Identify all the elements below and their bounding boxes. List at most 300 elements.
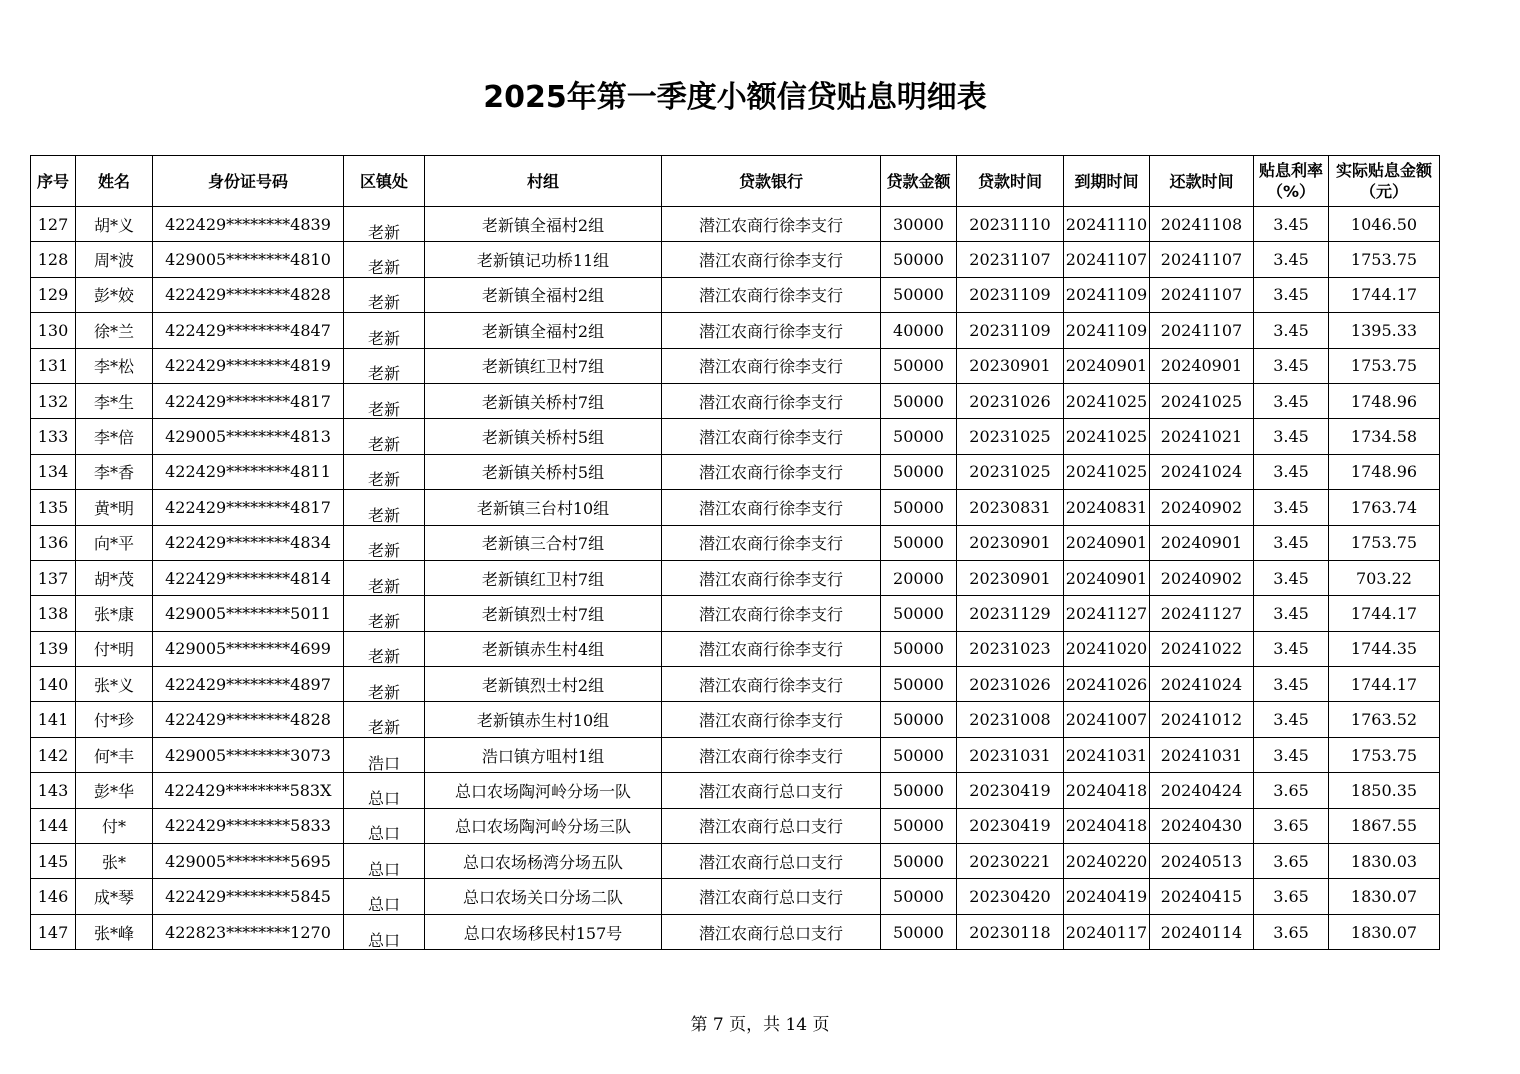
table-row bbox=[31, 737, 1440, 772]
cell-subsidy: 1734.58 bbox=[1329, 419, 1440, 454]
cell-index: 128 bbox=[31, 242, 76, 277]
cell-village: 老新镇全福村2组 bbox=[425, 207, 662, 242]
cell-index: 134 bbox=[31, 454, 76, 489]
town-label: 老新 bbox=[367, 435, 400, 455]
cell-loan-date: 20230901 bbox=[957, 560, 1064, 595]
cell-subsidy: 703.22 bbox=[1329, 560, 1440, 595]
town-label: 老新 bbox=[367, 505, 400, 525]
col-header-index: 序号 bbox=[31, 156, 76, 207]
cell-bank: 潜江农商行徐李支行 bbox=[662, 631, 881, 666]
cell-village: 总口农场关口分场二队 bbox=[425, 879, 662, 914]
subsidy-table bbox=[30, 155, 1440, 950]
cell-name: 黄*明 bbox=[76, 490, 153, 525]
cell-id-number: 422429********5833 bbox=[153, 808, 344, 843]
cell-due-date: 20241109 bbox=[1064, 313, 1150, 348]
cell-bank: 潜江农商行徐李支行 bbox=[662, 383, 881, 418]
cell-index: 144 bbox=[31, 808, 76, 843]
town-label: 老新 bbox=[367, 470, 400, 490]
table-row bbox=[31, 525, 1440, 560]
col-header-id-number: 身份证号码 bbox=[153, 156, 344, 207]
cell-town bbox=[344, 490, 425, 525]
cell-bank: 潜江农商行总口支行 bbox=[662, 914, 881, 949]
cell-village: 老新镇三台村10组 bbox=[425, 490, 662, 525]
cell-index: 135 bbox=[31, 490, 76, 525]
cell-loan-date: 20231008 bbox=[957, 702, 1064, 737]
town-label: 老新 bbox=[367, 611, 400, 631]
cell-repay-date: 20241127 bbox=[1150, 596, 1254, 631]
cell-loan-date: 20231031 bbox=[957, 737, 1064, 772]
cell-name: 张*峰 bbox=[76, 914, 153, 949]
cell-bank: 潜江农商行徐李支行 bbox=[662, 737, 881, 772]
cell-loan-date: 20230420 bbox=[957, 879, 1064, 914]
cell-id-number: 422429********4828 bbox=[153, 702, 344, 737]
cell-amount: 50000 bbox=[881, 737, 957, 772]
town-label: 老新 bbox=[367, 399, 400, 419]
cell-village: 老新镇赤生村10组 bbox=[425, 702, 662, 737]
cell-id-number: 422823********1270 bbox=[153, 914, 344, 949]
cell-subsidy: 1046.50 bbox=[1329, 207, 1440, 242]
cell-repay-date: 20240901 bbox=[1150, 525, 1254, 560]
cell-loan-date: 20231109 bbox=[957, 277, 1064, 312]
cell-name: 彭*华 bbox=[76, 773, 153, 808]
cell-due-date: 20240418 bbox=[1064, 808, 1150, 843]
cell-name: 成*琴 bbox=[76, 879, 153, 914]
cell-bank: 潜江农商行总口支行 bbox=[662, 808, 881, 843]
cell-id-number: 422429********4817 bbox=[153, 383, 344, 418]
cell-subsidy: 1753.75 bbox=[1329, 525, 1440, 560]
cell-rate: 3.45 bbox=[1254, 454, 1329, 489]
cell-loan-date: 20231026 bbox=[957, 383, 1064, 418]
cell-village: 老新镇关桥村5组 bbox=[425, 454, 662, 489]
cell-repay-date: 20240415 bbox=[1150, 879, 1254, 914]
cell-village: 老新镇烈士村7组 bbox=[425, 596, 662, 631]
cell-due-date: 20241110 bbox=[1064, 207, 1150, 242]
cell-village: 老新镇赤生村4组 bbox=[425, 631, 662, 666]
cell-town bbox=[344, 313, 425, 348]
cell-index: 137 bbox=[31, 560, 76, 595]
cell-village: 总口农场陶河岭分场三队 bbox=[425, 808, 662, 843]
cell-amount: 50000 bbox=[881, 808, 957, 843]
cell-rate: 3.45 bbox=[1254, 242, 1329, 277]
cell-bank: 潜江农商行徐李支行 bbox=[662, 702, 881, 737]
cell-village: 浩口镇方咀村1组 bbox=[425, 737, 662, 772]
cell-loan-date: 20230901 bbox=[957, 525, 1064, 560]
cell-index: 127 bbox=[31, 207, 76, 242]
cell-due-date: 20240901 bbox=[1064, 560, 1150, 595]
table-row bbox=[31, 631, 1440, 666]
cell-rate: 3.45 bbox=[1254, 596, 1329, 631]
cell-subsidy: 1763.74 bbox=[1329, 490, 1440, 525]
town-label: 总口 bbox=[367, 788, 400, 808]
cell-subsidy: 1830.07 bbox=[1329, 879, 1440, 914]
cell-repay-date: 20240430 bbox=[1150, 808, 1254, 843]
cell-id-number: 422429********4834 bbox=[153, 525, 344, 560]
cell-bank: 潜江农商行徐李支行 bbox=[662, 313, 881, 348]
cell-town bbox=[344, 808, 425, 843]
cell-due-date: 20241025 bbox=[1064, 419, 1150, 454]
cell-due-date: 20240419 bbox=[1064, 879, 1150, 914]
table-row bbox=[31, 277, 1440, 312]
table-row bbox=[31, 879, 1440, 914]
cell-town bbox=[344, 560, 425, 595]
cell-id-number: 429005********4699 bbox=[153, 631, 344, 666]
cell-rate: 3.45 bbox=[1254, 383, 1329, 418]
table-row bbox=[31, 207, 1440, 242]
cell-town bbox=[344, 631, 425, 666]
cell-rate: 3.45 bbox=[1254, 313, 1329, 348]
cell-subsidy: 1753.75 bbox=[1329, 737, 1440, 772]
cell-name: 胡*义 bbox=[76, 207, 153, 242]
cell-bank: 潜江农商行总口支行 bbox=[662, 879, 881, 914]
cell-bank: 潜江农商行总口支行 bbox=[662, 773, 881, 808]
cell-due-date: 20241031 bbox=[1064, 737, 1150, 772]
cell-bank: 潜江农商行徐李支行 bbox=[662, 490, 881, 525]
cell-name: 李*倍 bbox=[76, 419, 153, 454]
cell-id-number: 422429********4897 bbox=[153, 667, 344, 702]
cell-subsidy: 1744.17 bbox=[1329, 277, 1440, 312]
cell-name: 李*生 bbox=[76, 383, 153, 418]
cell-loan-date: 20230221 bbox=[957, 844, 1064, 879]
cell-subsidy: 1763.52 bbox=[1329, 702, 1440, 737]
cell-id-number: 422429********4814 bbox=[153, 560, 344, 595]
cell-id-number: 429005********3073 bbox=[153, 737, 344, 772]
table-row bbox=[31, 667, 1440, 702]
cell-bank: 潜江农商行徐李支行 bbox=[662, 207, 881, 242]
cell-name: 何*丰 bbox=[76, 737, 153, 772]
town-label: 老新 bbox=[367, 222, 400, 242]
cell-subsidy: 1830.03 bbox=[1329, 844, 1440, 879]
cell-index: 143 bbox=[31, 773, 76, 808]
col-header-due-date: 到期时间 bbox=[1064, 156, 1150, 207]
cell-village: 老新镇红卫村7组 bbox=[425, 348, 662, 383]
cell-amount: 50000 bbox=[881, 773, 957, 808]
cell-rate: 3.45 bbox=[1254, 737, 1329, 772]
cell-village: 老新镇全福村2组 bbox=[425, 277, 662, 312]
cell-id-number: 422429********5845 bbox=[153, 879, 344, 914]
cell-village: 老新镇红卫村7组 bbox=[425, 560, 662, 595]
town-label: 老新 bbox=[367, 328, 400, 348]
cell-village: 老新镇记功桥11组 bbox=[425, 242, 662, 277]
cell-due-date: 20241127 bbox=[1064, 596, 1150, 631]
town-label: 老新 bbox=[367, 541, 400, 561]
cell-village: 总口农场移民村157号 bbox=[425, 914, 662, 949]
cell-due-date: 20241109 bbox=[1064, 277, 1150, 312]
table-row bbox=[31, 702, 1440, 737]
cell-loan-date: 20230419 bbox=[957, 808, 1064, 843]
page-title: 2025年第一季度小额信贷贴息明细表 bbox=[483, 80, 987, 115]
cell-id-number: 429005********5011 bbox=[153, 596, 344, 631]
town-label: 老新 bbox=[367, 364, 400, 384]
cell-name: 彭*姣 bbox=[76, 277, 153, 312]
table-row bbox=[31, 490, 1440, 525]
cell-amount: 50000 bbox=[881, 490, 957, 525]
cell-amount: 50000 bbox=[881, 525, 957, 560]
cell-due-date: 20240831 bbox=[1064, 490, 1150, 525]
cell-subsidy: 1830.07 bbox=[1329, 914, 1440, 949]
cell-repay-date: 20240902 bbox=[1150, 490, 1254, 525]
cell-rate: 3.45 bbox=[1254, 702, 1329, 737]
cell-amount: 50000 bbox=[881, 596, 957, 631]
cell-bank: 潜江农商行徐李支行 bbox=[662, 525, 881, 560]
cell-due-date: 20241026 bbox=[1064, 667, 1150, 702]
town-label: 老新 bbox=[367, 258, 400, 278]
cell-subsidy: 1744.17 bbox=[1329, 596, 1440, 631]
cell-bank: 潜江农商行徐李支行 bbox=[662, 667, 881, 702]
cell-index: 146 bbox=[31, 879, 76, 914]
cell-due-date: 20241020 bbox=[1064, 631, 1150, 666]
town-label: 老新 bbox=[367, 718, 400, 738]
cell-repay-date: 20240901 bbox=[1150, 348, 1254, 383]
cell-subsidy: 1395.33 bbox=[1329, 313, 1440, 348]
cell-repay-date: 20241025 bbox=[1150, 383, 1254, 418]
cell-loan-date: 20230118 bbox=[957, 914, 1064, 949]
cell-amount: 50000 bbox=[881, 631, 957, 666]
cell-town bbox=[344, 242, 425, 277]
cell-amount: 50000 bbox=[881, 702, 957, 737]
cell-index: 147 bbox=[31, 914, 76, 949]
cell-town bbox=[344, 525, 425, 560]
town-label: 总口 bbox=[367, 859, 400, 879]
cell-due-date: 20240901 bbox=[1064, 348, 1150, 383]
cell-repay-date: 20240424 bbox=[1150, 773, 1254, 808]
cell-id-number: 422429********4839 bbox=[153, 207, 344, 242]
cell-town bbox=[344, 596, 425, 631]
cell-town bbox=[344, 348, 425, 383]
cell-repay-date: 20241024 bbox=[1150, 667, 1254, 702]
cell-subsidy: 1867.55 bbox=[1329, 808, 1440, 843]
col-header-subsidy: 实际贴息金额（元） bbox=[1329, 156, 1440, 207]
cell-amount: 50000 bbox=[881, 419, 957, 454]
cell-index: 132 bbox=[31, 383, 76, 418]
cell-due-date: 20241107 bbox=[1064, 242, 1150, 277]
cell-amount: 40000 bbox=[881, 313, 957, 348]
cell-id-number: 422429********4819 bbox=[153, 348, 344, 383]
cell-due-date: 20241025 bbox=[1064, 454, 1150, 489]
cell-repay-date: 20241107 bbox=[1150, 277, 1254, 312]
cell-amount: 50000 bbox=[881, 879, 957, 914]
col-header-rate: 贴息利率（%） bbox=[1254, 156, 1329, 207]
cell-loan-date: 20230419 bbox=[957, 773, 1064, 808]
cell-repay-date: 20241024 bbox=[1150, 454, 1254, 489]
cell-name: 张* bbox=[76, 844, 153, 879]
cell-rate: 3.65 bbox=[1254, 773, 1329, 808]
table-row bbox=[31, 773, 1440, 808]
cell-index: 145 bbox=[31, 844, 76, 879]
cell-village: 总口农场陶河岭分场一队 bbox=[425, 773, 662, 808]
cell-village: 总口农场杨湾分场五队 bbox=[425, 844, 662, 879]
cell-repay-date: 20241031 bbox=[1150, 737, 1254, 772]
cell-town bbox=[344, 737, 425, 772]
cell-id-number: 422429********4847 bbox=[153, 313, 344, 348]
table-row bbox=[31, 844, 1440, 879]
cell-rate: 3.65 bbox=[1254, 808, 1329, 843]
cell-village: 老新镇关桥村5组 bbox=[425, 419, 662, 454]
cell-rate: 3.45 bbox=[1254, 560, 1329, 595]
table-row bbox=[31, 560, 1440, 595]
cell-subsidy: 1753.75 bbox=[1329, 348, 1440, 383]
col-header-repay-date: 还款时间 bbox=[1150, 156, 1254, 207]
cell-loan-date: 20231129 bbox=[957, 596, 1064, 631]
col-header-town: 区镇处 bbox=[344, 156, 425, 207]
cell-bank: 潜江农商行徐李支行 bbox=[662, 454, 881, 489]
cell-id-number: 429005********4810 bbox=[153, 242, 344, 277]
cell-amount: 50000 bbox=[881, 454, 957, 489]
town-label: 老新 bbox=[367, 576, 400, 596]
cell-id-number: 422429********583X bbox=[153, 773, 344, 808]
town-label: 总口 bbox=[367, 895, 400, 915]
cell-bank: 潜江农商行徐李支行 bbox=[662, 277, 881, 312]
cell-rate: 3.45 bbox=[1254, 419, 1329, 454]
cell-town bbox=[344, 879, 425, 914]
cell-repay-date: 20241107 bbox=[1150, 313, 1254, 348]
cell-rate: 3.45 bbox=[1254, 490, 1329, 525]
cell-subsidy: 1744.35 bbox=[1329, 631, 1440, 666]
town-label: 浩口 bbox=[367, 753, 400, 773]
cell-due-date: 20240117 bbox=[1064, 914, 1150, 949]
cell-town bbox=[344, 773, 425, 808]
cell-town bbox=[344, 702, 425, 737]
cell-loan-date: 20230901 bbox=[957, 348, 1064, 383]
cell-amount: 50000 bbox=[881, 667, 957, 702]
cell-town bbox=[344, 277, 425, 312]
cell-loan-date: 20231109 bbox=[957, 313, 1064, 348]
header-row bbox=[31, 156, 1440, 207]
table-row bbox=[31, 419, 1440, 454]
col-header-amount: 贷款金额 bbox=[881, 156, 957, 207]
town-label: 老新 bbox=[367, 647, 400, 667]
cell-bank: 潜江农商行徐李支行 bbox=[662, 596, 881, 631]
cell-rate: 3.45 bbox=[1254, 277, 1329, 312]
cell-rate: 3.45 bbox=[1254, 525, 1329, 560]
cell-rate: 3.65 bbox=[1254, 879, 1329, 914]
cell-id-number: 422429********4811 bbox=[153, 454, 344, 489]
cell-subsidy: 1744.17 bbox=[1329, 667, 1440, 702]
cell-subsidy: 1850.35 bbox=[1329, 773, 1440, 808]
cell-due-date: 20240418 bbox=[1064, 773, 1150, 808]
cell-loan-date: 20231026 bbox=[957, 667, 1064, 702]
cell-bank: 潜江农商行总口支行 bbox=[662, 844, 881, 879]
cell-subsidy: 1748.96 bbox=[1329, 454, 1440, 489]
cell-name: 李*松 bbox=[76, 348, 153, 383]
cell-bank: 潜江农商行徐李支行 bbox=[662, 242, 881, 277]
cell-index: 140 bbox=[31, 667, 76, 702]
cell-amount: 50000 bbox=[881, 348, 957, 383]
cell-name: 张*义 bbox=[76, 667, 153, 702]
cell-loan-date: 20231110 bbox=[957, 207, 1064, 242]
cell-amount: 50000 bbox=[881, 383, 957, 418]
cell-town bbox=[344, 383, 425, 418]
cell-index: 138 bbox=[31, 596, 76, 631]
cell-village: 老新镇关桥村7组 bbox=[425, 383, 662, 418]
col-header-bank: 贷款银行 bbox=[662, 156, 881, 207]
table-row bbox=[31, 383, 1440, 418]
cell-loan-date: 20231025 bbox=[957, 454, 1064, 489]
town-label: 老新 bbox=[367, 682, 400, 702]
town-label: 老新 bbox=[367, 293, 400, 313]
cell-town bbox=[344, 667, 425, 702]
cell-repay-date: 20240513 bbox=[1150, 844, 1254, 879]
table-row bbox=[31, 914, 1440, 949]
cell-village: 老新镇烈士村2组 bbox=[425, 667, 662, 702]
cell-amount: 20000 bbox=[881, 560, 957, 595]
cell-amount: 50000 bbox=[881, 277, 957, 312]
cell-rate: 3.45 bbox=[1254, 631, 1329, 666]
cell-repay-date: 20241022 bbox=[1150, 631, 1254, 666]
cell-loan-date: 20230831 bbox=[957, 490, 1064, 525]
cell-index: 130 bbox=[31, 313, 76, 348]
cell-rate: 3.65 bbox=[1254, 844, 1329, 879]
cell-town bbox=[344, 914, 425, 949]
cell-amount: 50000 bbox=[881, 844, 957, 879]
table-row bbox=[31, 808, 1440, 843]
cell-name: 付*明 bbox=[76, 631, 153, 666]
cell-rate: 3.65 bbox=[1254, 914, 1329, 949]
col-header-name: 姓名 bbox=[76, 156, 153, 207]
table-body bbox=[31, 207, 1440, 950]
cell-due-date: 20240901 bbox=[1064, 525, 1150, 560]
cell-repay-date: 20241021 bbox=[1150, 419, 1254, 454]
cell-bank: 潜江农商行徐李支行 bbox=[662, 419, 881, 454]
cell-name: 张*康 bbox=[76, 596, 153, 631]
cell-id-number: 429005********5695 bbox=[153, 844, 344, 879]
cell-repay-date: 20240902 bbox=[1150, 560, 1254, 595]
cell-due-date: 20241025 bbox=[1064, 383, 1150, 418]
cell-village: 老新镇全福村2组 bbox=[425, 313, 662, 348]
cell-subsidy: 1748.96 bbox=[1329, 383, 1440, 418]
cell-town bbox=[344, 207, 425, 242]
cell-due-date: 20240220 bbox=[1064, 844, 1150, 879]
cell-subsidy: 1753.75 bbox=[1329, 242, 1440, 277]
cell-rate: 3.45 bbox=[1254, 667, 1329, 702]
cell-loan-date: 20231023 bbox=[957, 631, 1064, 666]
cell-name: 向*平 bbox=[76, 525, 153, 560]
cell-repay-date: 20241012 bbox=[1150, 702, 1254, 737]
cell-amount: 30000 bbox=[881, 207, 957, 242]
cell-id-number: 422429********4828 bbox=[153, 277, 344, 312]
cell-town bbox=[344, 454, 425, 489]
cell-village: 老新镇三合村7组 bbox=[425, 525, 662, 560]
town-label: 总口 bbox=[367, 930, 400, 950]
cell-loan-date: 20231107 bbox=[957, 242, 1064, 277]
cell-index: 129 bbox=[31, 277, 76, 312]
cell-index: 136 bbox=[31, 525, 76, 560]
cell-amount: 50000 bbox=[881, 914, 957, 949]
table-row bbox=[31, 242, 1440, 277]
page-footer: 第 7 页，共 14 页 bbox=[690, 1015, 830, 1035]
cell-index: 133 bbox=[31, 419, 76, 454]
cell-due-date: 20241007 bbox=[1064, 702, 1150, 737]
table-row bbox=[31, 596, 1440, 631]
cell-name: 付*珍 bbox=[76, 702, 153, 737]
cell-loan-date: 20231025 bbox=[957, 419, 1064, 454]
cell-name: 周*波 bbox=[76, 242, 153, 277]
cell-index: 141 bbox=[31, 702, 76, 737]
cell-name: 李*香 bbox=[76, 454, 153, 489]
cell-town bbox=[344, 419, 425, 454]
cell-bank: 潜江农商行徐李支行 bbox=[662, 560, 881, 595]
col-header-loan-date: 贷款时间 bbox=[957, 156, 1064, 207]
col-header-village: 村组 bbox=[425, 156, 662, 207]
cell-index: 142 bbox=[31, 737, 76, 772]
cell-index: 131 bbox=[31, 348, 76, 383]
cell-rate: 3.45 bbox=[1254, 207, 1329, 242]
cell-id-number: 422429********4817 bbox=[153, 490, 344, 525]
cell-name: 徐*兰 bbox=[76, 313, 153, 348]
cell-amount: 50000 bbox=[881, 242, 957, 277]
table-row bbox=[31, 348, 1440, 383]
cell-name: 胡*茂 bbox=[76, 560, 153, 595]
cell-repay-date: 20240114 bbox=[1150, 914, 1254, 949]
